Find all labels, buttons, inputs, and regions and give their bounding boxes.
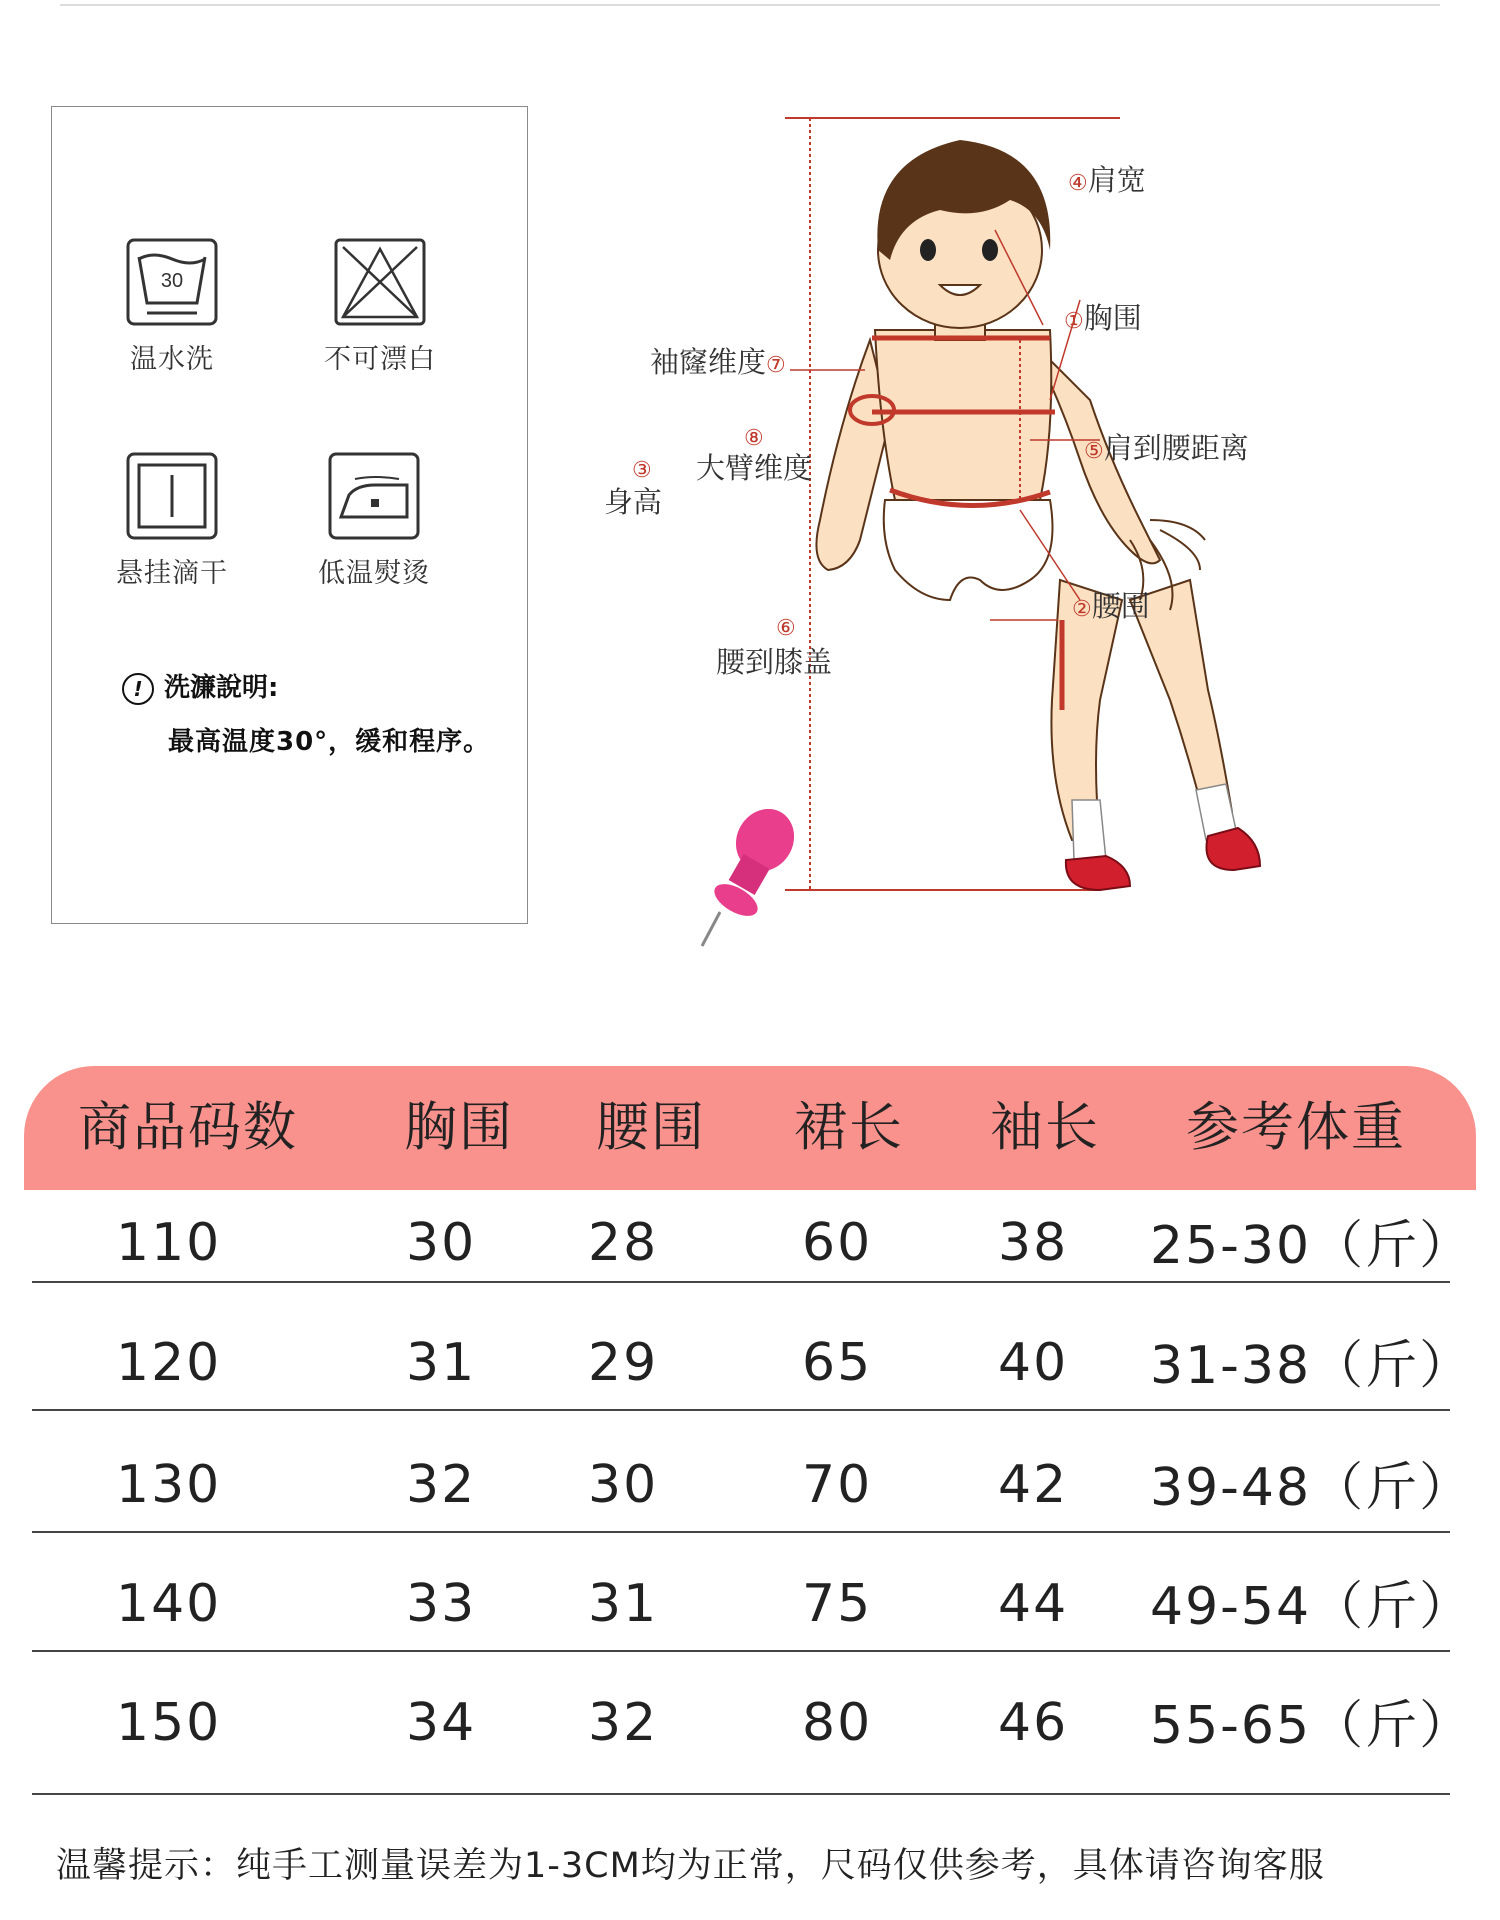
col-skirt-length: 裙长 bbox=[794, 1097, 904, 1158]
table-row bbox=[32, 1195, 1474, 1283]
label-arm-text: 大臂维度 bbox=[696, 451, 813, 485]
table-cell: 40 bbox=[998, 1333, 1069, 1393]
table-row bbox=[32, 1556, 1474, 1652]
table-cell: 31 bbox=[588, 1574, 659, 1634]
table-cell: 42 bbox=[998, 1455, 1069, 1515]
size-table bbox=[24, 1066, 1476, 1190]
table-cell: 25-30（斤） bbox=[1150, 1216, 1474, 1276]
label-arm: ⑧ bbox=[744, 426, 764, 451]
table-cell: 130 bbox=[116, 1455, 222, 1515]
care-instructions-panel bbox=[51, 106, 528, 924]
care-note-title: ! 洗濂說明: bbox=[122, 667, 278, 705]
care-label-iron: 低温熨烫 bbox=[318, 558, 430, 589]
label-waist-knee-num: ⑥ bbox=[776, 616, 796, 641]
child-figure bbox=[660, 100, 1480, 1050]
table-header bbox=[24, 1066, 1476, 1190]
low-iron-icon bbox=[327, 451, 421, 541]
table-cell: 38 bbox=[998, 1213, 1069, 1273]
care-item-iron bbox=[304, 451, 444, 590]
wash-30-icon bbox=[125, 237, 219, 327]
care-label-wash: 温水洗 bbox=[130, 344, 214, 375]
care-item-dry bbox=[102, 451, 242, 590]
col-waist: 腰围 bbox=[596, 1097, 706, 1158]
row-divider bbox=[32, 1650, 1450, 1652]
table-cell: 33 bbox=[406, 1574, 477, 1634]
table-cell: 29 bbox=[588, 1333, 659, 1393]
col-sleeve-length: 袖长 bbox=[990, 1097, 1100, 1158]
measurement-illustration bbox=[604, 100, 1480, 1050]
table-cell: 31 bbox=[406, 1333, 477, 1393]
table-cell: 31-38（斤） bbox=[1150, 1336, 1474, 1396]
table-cell: 70 bbox=[802, 1455, 873, 1515]
row-divider bbox=[32, 1793, 1450, 1795]
table-cell: 30 bbox=[406, 1213, 477, 1273]
label-height-num: ③ bbox=[632, 458, 652, 483]
table-cell: 140 bbox=[116, 1574, 222, 1634]
table-cell: 60 bbox=[802, 1213, 873, 1273]
no-bleach-icon bbox=[333, 237, 427, 327]
table-cell: 110 bbox=[116, 1213, 222, 1273]
label-chest: ①胸围 bbox=[1064, 301, 1142, 335]
table-row bbox=[32, 1315, 1474, 1411]
table-cell: 46 bbox=[998, 1693, 1069, 1753]
table-cell: 44 bbox=[998, 1574, 1069, 1634]
label-sleeve-width: 袖窿维度⑦ bbox=[650, 345, 786, 379]
label-height: 身高 bbox=[604, 485, 663, 519]
care-label-bleach: 不可漂白 bbox=[324, 344, 436, 375]
table-cell: 49-54（斤） bbox=[1150, 1577, 1474, 1637]
row-divider bbox=[32, 1531, 1450, 1533]
table-cell: 65 bbox=[802, 1333, 873, 1393]
table-cell: 28 bbox=[588, 1213, 659, 1273]
table-row bbox=[32, 1675, 1474, 1795]
row-divider bbox=[32, 1281, 1450, 1283]
pushpin-icon bbox=[702, 798, 805, 946]
col-chest: 胸围 bbox=[404, 1097, 514, 1158]
svg-text:30: 30 bbox=[160, 270, 184, 292]
table-row bbox=[32, 1437, 1474, 1533]
care-label-dry: 悬挂滴干 bbox=[116, 558, 228, 589]
table-cell: 75 bbox=[802, 1574, 873, 1634]
table-cell: 80 bbox=[802, 1693, 873, 1753]
table-cell: 32 bbox=[406, 1455, 477, 1515]
table-cell: 120 bbox=[116, 1333, 222, 1393]
info-icon: ! bbox=[122, 673, 154, 705]
label-shoulder: ④肩宽 bbox=[1068, 163, 1146, 197]
table-cell: 32 bbox=[588, 1693, 659, 1753]
row-divider bbox=[32, 1409, 1450, 1411]
label-waist-knee: 腰到膝盖 bbox=[716, 645, 833, 679]
label-shoulder-waist: ⑤肩到腰距离 bbox=[1084, 431, 1249, 465]
col-weight: 参考体重 bbox=[1186, 1097, 1406, 1158]
table-cell: 150 bbox=[116, 1693, 222, 1753]
care-item-wash bbox=[102, 237, 242, 376]
table-cell: 34 bbox=[406, 1693, 477, 1753]
table-cell: 39-48（斤） bbox=[1150, 1458, 1474, 1518]
label-waist: ②腰围 bbox=[1072, 589, 1150, 623]
care-note-body: 最高温度30°，缓和程序。 bbox=[168, 727, 491, 757]
footer-tip: 温馨提示：纯手工测量误差为1-3CM均为正常，尺码仅供参考，具体请咨询客服 bbox=[56, 1846, 1325, 1886]
top-divider bbox=[60, 4, 1440, 6]
col-size: 商品码数 bbox=[78, 1097, 298, 1158]
care-item-bleach bbox=[310, 237, 450, 376]
table-cell: 30 bbox=[588, 1455, 659, 1515]
table-cell: 55-65（斤） bbox=[1150, 1696, 1474, 1756]
drip-dry-icon bbox=[125, 451, 219, 541]
